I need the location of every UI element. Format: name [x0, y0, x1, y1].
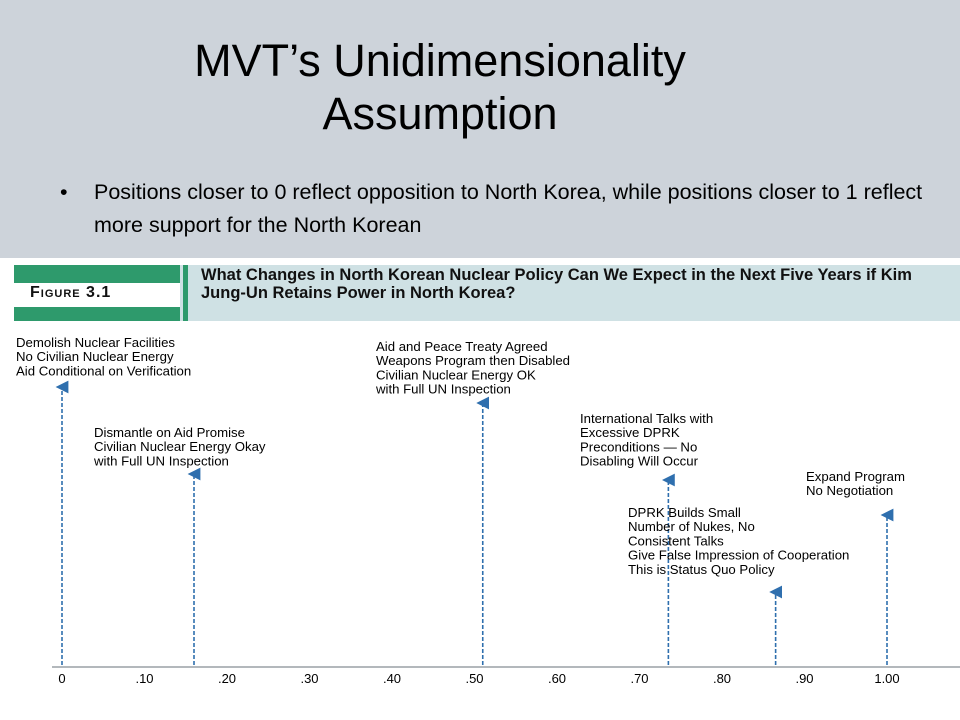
position-marker [628, 505, 849, 665]
tick-label: .50 [465, 671, 484, 686]
position-label [16, 335, 191, 378]
position-marker [806, 469, 905, 665]
position-label [628, 505, 849, 577]
position-label-line: Number of Nukes, No [628, 519, 755, 535]
tick-label: .30 [300, 671, 319, 686]
bullet-marker: • [60, 180, 68, 204]
position-label-line: Civilian Nuclear Energy Okay [94, 439, 266, 455]
slide-title-line-1: MVT’s Unidimensionality [194, 35, 686, 86]
position-label [375, 339, 570, 397]
tick-label: .40 [382, 671, 402, 686]
tick-label: .90 [795, 671, 814, 686]
position-label-line: with Full UN Inspection [94, 453, 229, 469]
position-label-line: Consistent Talks [628, 533, 724, 549]
position-label-line: Give False Impression of Cooperation [628, 547, 850, 563]
slide-title [0, 34, 880, 140]
tick-label: .60 [547, 671, 567, 686]
position-marker [93, 425, 266, 665]
position-label [806, 469, 905, 498]
bullet-text: Positions closer to 0 reflect opposition to North Korea, while positions closer to 1 reflect more support for the North Korean [94, 180, 923, 237]
tick-label: .80 [712, 671, 732, 686]
position-marker [16, 335, 191, 665]
position-markers [16, 335, 905, 665]
position-label-line: Disabling Will Occur [580, 453, 698, 469]
position-label-line: No Negotiation [806, 483, 894, 499]
position-label-line: Dismantle on Aid Promise [94, 425, 245, 440]
position-label-line: Aid Conditional on Verification [16, 363, 192, 379]
position-label-line: International Talks with [580, 411, 714, 426]
tick-label: 0 [58, 671, 66, 686]
position-label-line: Demolish Nuclear Facilities [16, 335, 176, 350]
position-label-line: Excessive DPRK [580, 425, 680, 441]
position-label-line: No Civilian Nuclear Energy [16, 349, 174, 365]
tick-label: .70 [630, 671, 649, 686]
tick-label: .10 [135, 671, 154, 686]
position-label-line: Aid and Peace Treaty Agreed [376, 339, 548, 354]
scale-chart [0, 320, 960, 720]
slide-title-line-2: Assumption [322, 88, 558, 139]
figure-label: Figure 3.1 [30, 284, 112, 301]
tick-label: 1.00 [874, 671, 900, 686]
position-marker [375, 339, 570, 665]
axis [52, 667, 960, 686]
figure-title: What Changes in North Korean Nuclear Policy Can We Expect in the Next Five Years if Kim Jung-Un Retains Power in North Korea? [201, 266, 912, 302]
position-label-line: with Full UN Inspection [376, 381, 511, 397]
position-label-line: DPRK Builds Small [628, 505, 741, 520]
position-label-line: This is Status Quo Policy [628, 561, 775, 577]
position-label-line: Weapons Program then Disabled [376, 353, 571, 369]
position-label-line: Preconditions — No [580, 439, 698, 455]
position-label-line: Expand Program [806, 469, 905, 484]
position-label-line: Civilian Nuclear Energy OK [376, 367, 536, 383]
position-label [580, 411, 713, 469]
tick-label: .20 [217, 671, 237, 686]
position-label [93, 425, 266, 468]
figure-divider [183, 265, 188, 321]
